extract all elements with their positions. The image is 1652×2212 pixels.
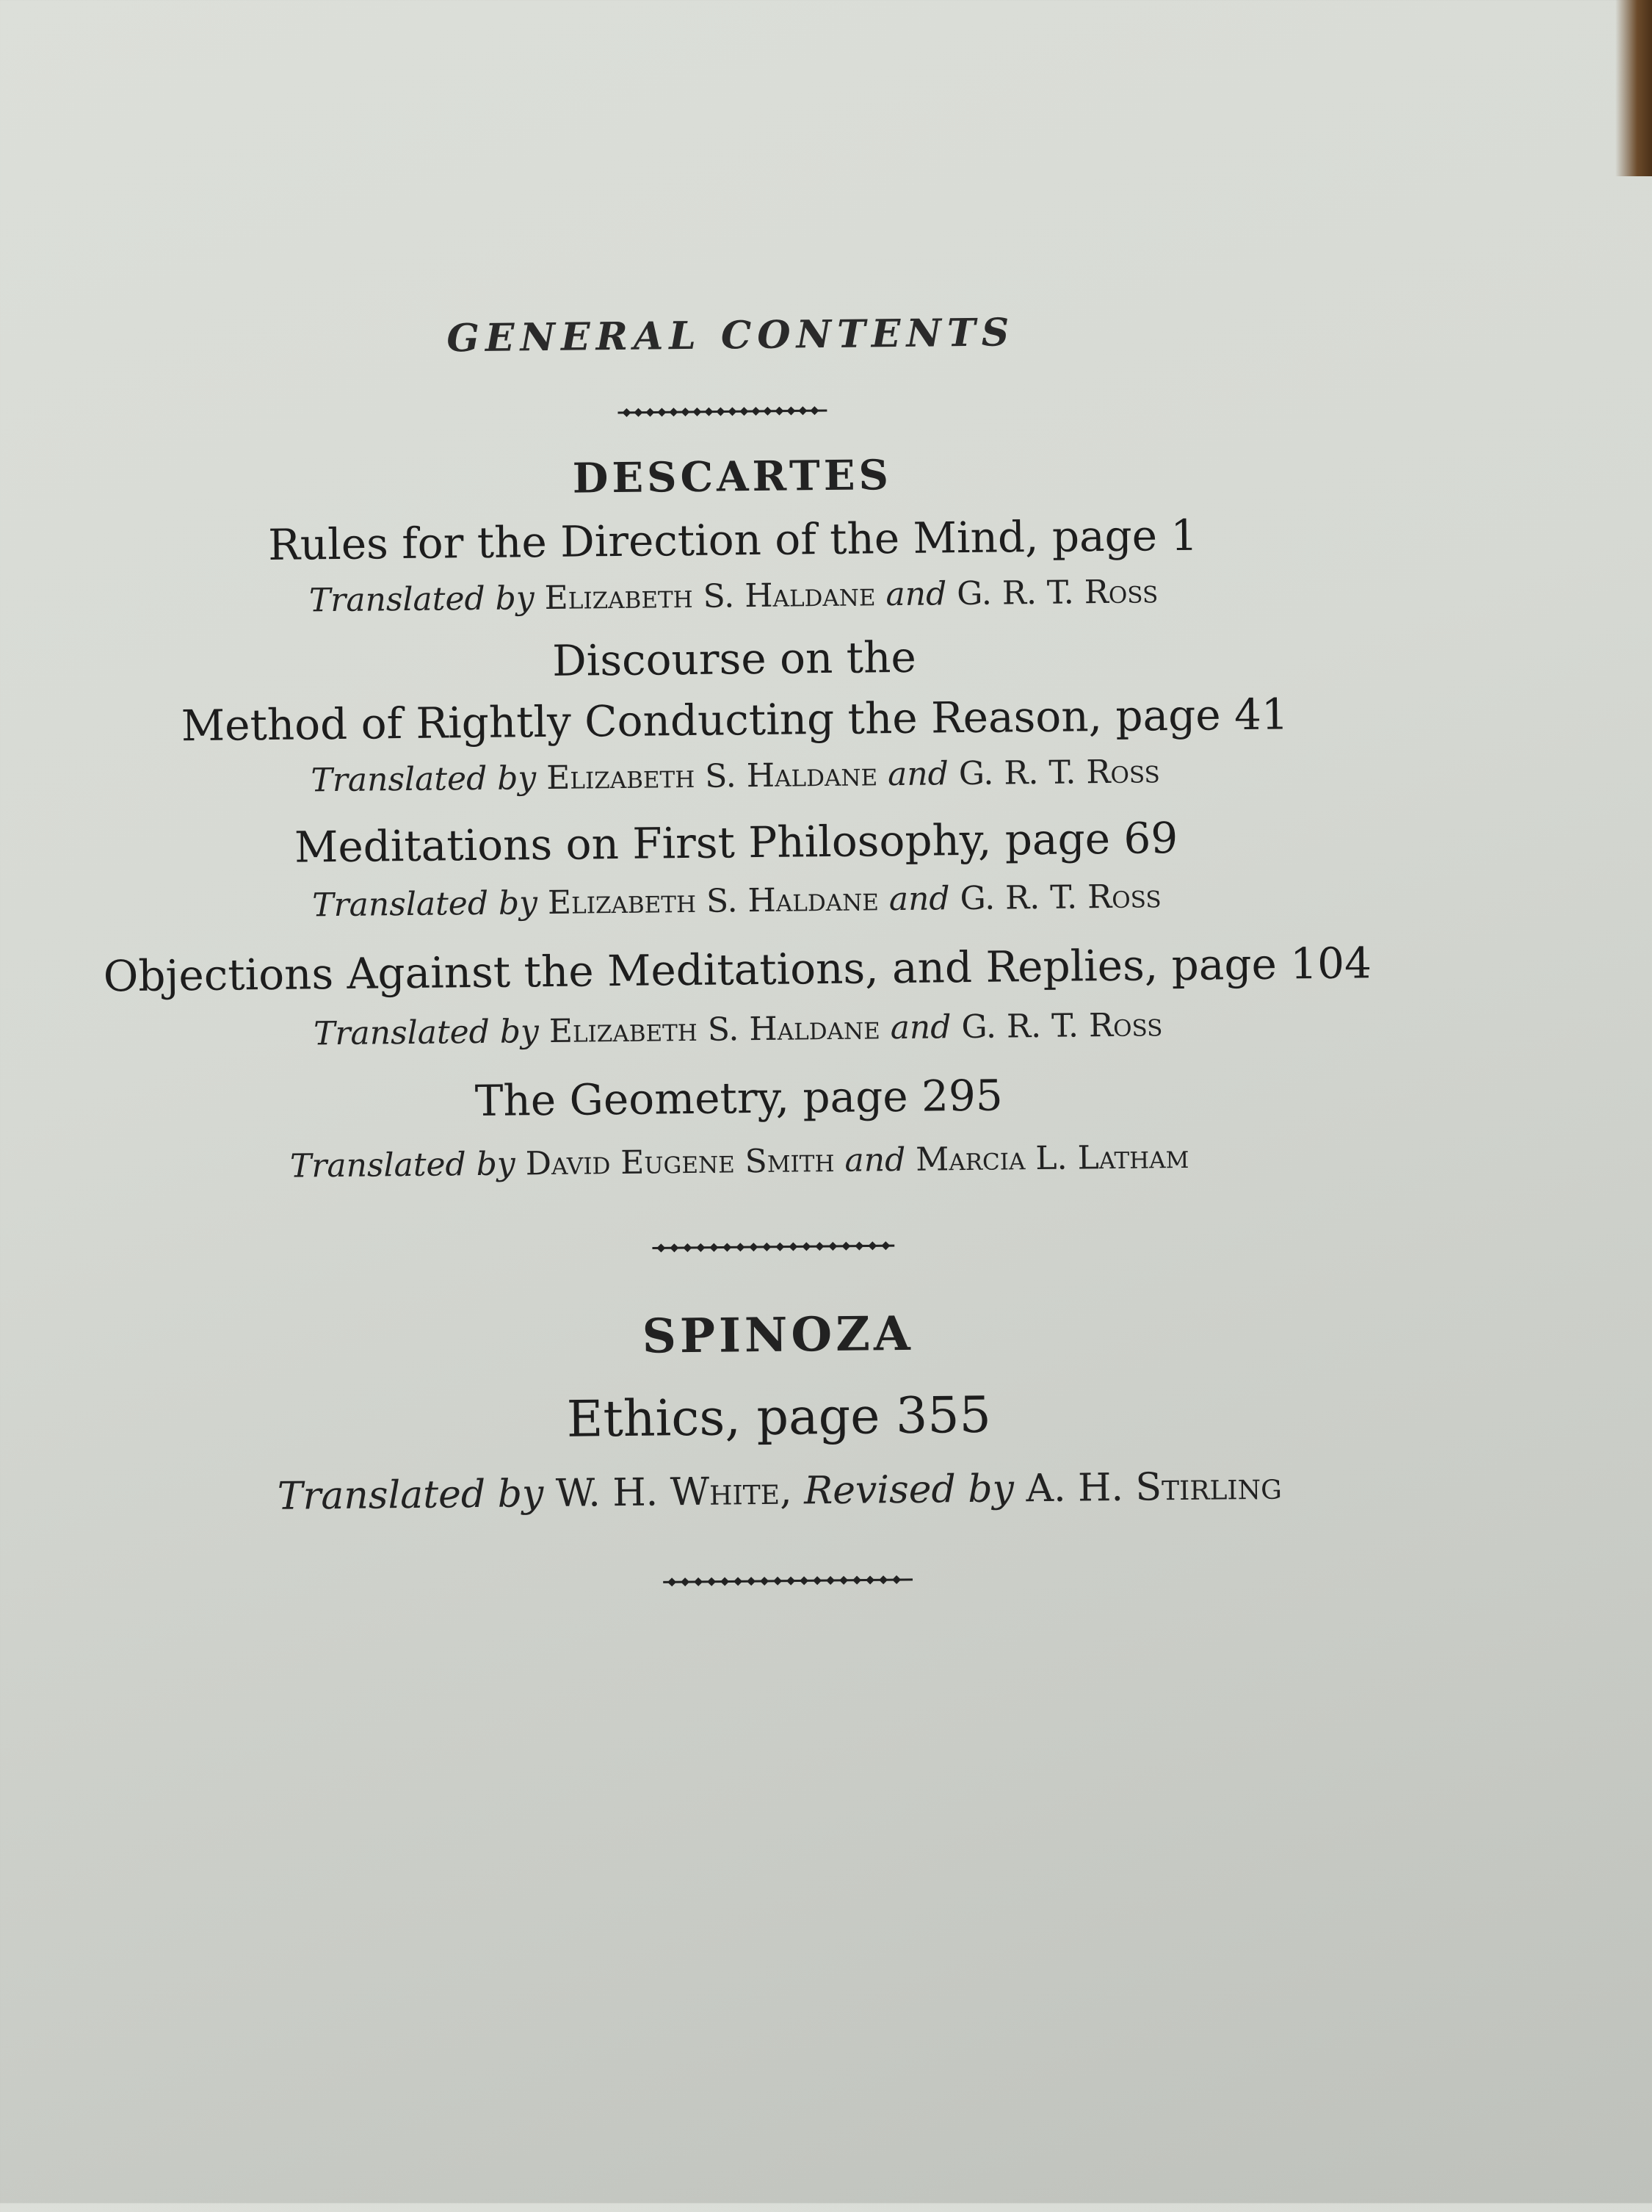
credit-prefix: Translated by <box>308 579 535 620</box>
translator-name: Elizabeth S. Haldane <box>544 576 876 618</box>
credit-conjunction: Revised by <box>803 1467 1015 1514</box>
credit-conjunction: and <box>844 1141 906 1179</box>
translator-credit <box>2 875 1471 928</box>
translator-name: G. R. T. Ross <box>958 753 1161 793</box>
translator-name: A. H. Stirling <box>1026 1464 1283 1511</box>
credit-conjunction: and <box>888 880 950 919</box>
work-title: Ethics, page 355 <box>566 1386 992 1449</box>
credit-prefix: Translated by <box>311 759 537 800</box>
translator-name: Elizabeth S. Haldane <box>546 756 878 797</box>
translator-name: G. R. T. Ross <box>960 878 1162 918</box>
credit-conjunction: and <box>885 575 947 614</box>
translator-name: G. R. T. Ross <box>956 573 1159 613</box>
author-heading-spinoza: SPINOZA <box>642 1306 914 1365</box>
translator-credit <box>4 1003 1472 1056</box>
author-heading-descartes: DESCARTES <box>572 451 893 503</box>
work-title: The Geometry, page 295 <box>474 1070 1004 1127</box>
credit-prefix: Translated by <box>289 1145 515 1185</box>
translator-credit <box>46 1461 1515 1521</box>
credit-prefix: Translated by <box>312 884 538 925</box>
credit-conjunction: and <box>887 755 949 794</box>
translator-name: G. R. T. Ross <box>961 1006 1163 1047</box>
translator-credit <box>5 1135 1474 1188</box>
credit-conjunction: and <box>890 1008 952 1047</box>
translator-name: Marcia L. Latham <box>915 1138 1189 1179</box>
work-title: Discourse on the <box>551 632 917 686</box>
credit-prefix: Translated by <box>313 1013 540 1053</box>
translator-name: David Eugene Smith <box>525 1141 835 1183</box>
diamond-rule-icon <box>617 405 827 418</box>
diamond-rule-icon <box>663 1575 913 1588</box>
translator-credit <box>0 570 1468 623</box>
translator-name: W. H. White, <box>555 1469 792 1516</box>
work-title: Meditations on First Philosophy, page 69 <box>294 812 1178 872</box>
translator-name: Elizabeth S. Haldane <box>548 1009 880 1050</box>
work-title: Method of Rightly Conducting the Reason, page 41 <box>181 689 1289 751</box>
work-title: Rules for the Direction of the Mind, page 1 <box>267 510 1198 570</box>
credit-prefix: Translated by <box>277 1472 544 1519</box>
work-title: Objections Against the Meditations, and Replies, page 104 <box>103 938 1372 1002</box>
translator-credit <box>1 750 1469 803</box>
page-heading: GENERAL CONTENTS <box>446 310 1015 361</box>
translator-name: Elizabeth S. Haldane <box>547 881 880 922</box>
diamond-rule-icon <box>652 1240 894 1253</box>
